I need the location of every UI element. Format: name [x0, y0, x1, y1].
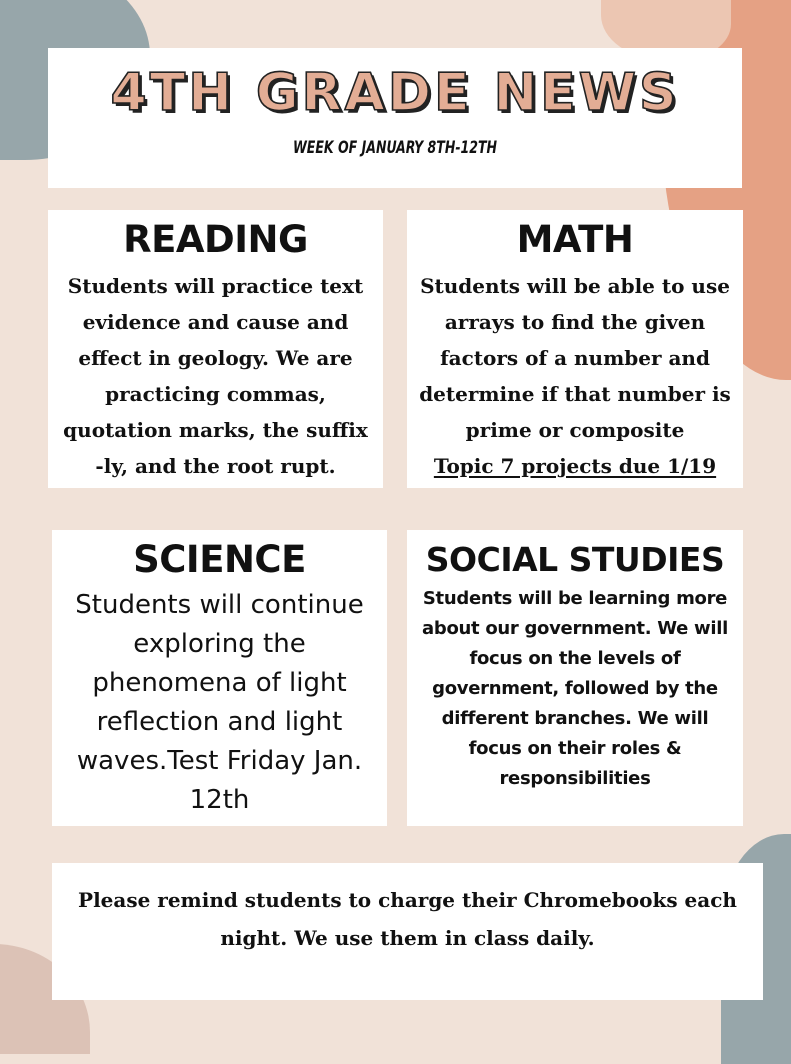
reading-title: READING	[123, 218, 308, 261]
science-body: Students will continue exploring the phenomena of light reflection and light waves.Test Friday Jan. 12th	[75, 590, 364, 815]
social-studies-body: Students will be learning more about our government. We will focus on the levels of government, followed by the different branches. We will focus on their roles & responsibilities	[422, 588, 728, 789]
science-title: SCIENCE	[133, 538, 306, 581]
reading-body: Students will practice text evidence and cause and effect in geology. We are practicing commas, quotation marks, the suffix -ly, and the root rupt.	[63, 274, 368, 478]
math-title: MATH	[516, 218, 634, 261]
math-note: Topic 7 projects due 1/19	[433, 454, 717, 478]
math-body: Students will be able to use arrays to find the given factors of a number and determine if that number is prime or composite	[419, 274, 731, 442]
header-card	[48, 48, 742, 188]
page-subtitle: WEEK OF JANUARY 8TH-12TH	[292, 138, 498, 158]
reading-card	[48, 210, 383, 488]
social-studies-title: SOCIAL STUDIES	[425, 540, 725, 579]
reminder-text: Please remind students to charge their Chromebooks each night. We use them in class daily.	[78, 888, 737, 950]
science-card	[52, 530, 387, 826]
page-title: 4TH GRADE NEWS	[110, 63, 680, 123]
social-studies-card	[407, 530, 743, 826]
math-card	[407, 210, 743, 488]
reminder-card	[52, 863, 763, 1000]
